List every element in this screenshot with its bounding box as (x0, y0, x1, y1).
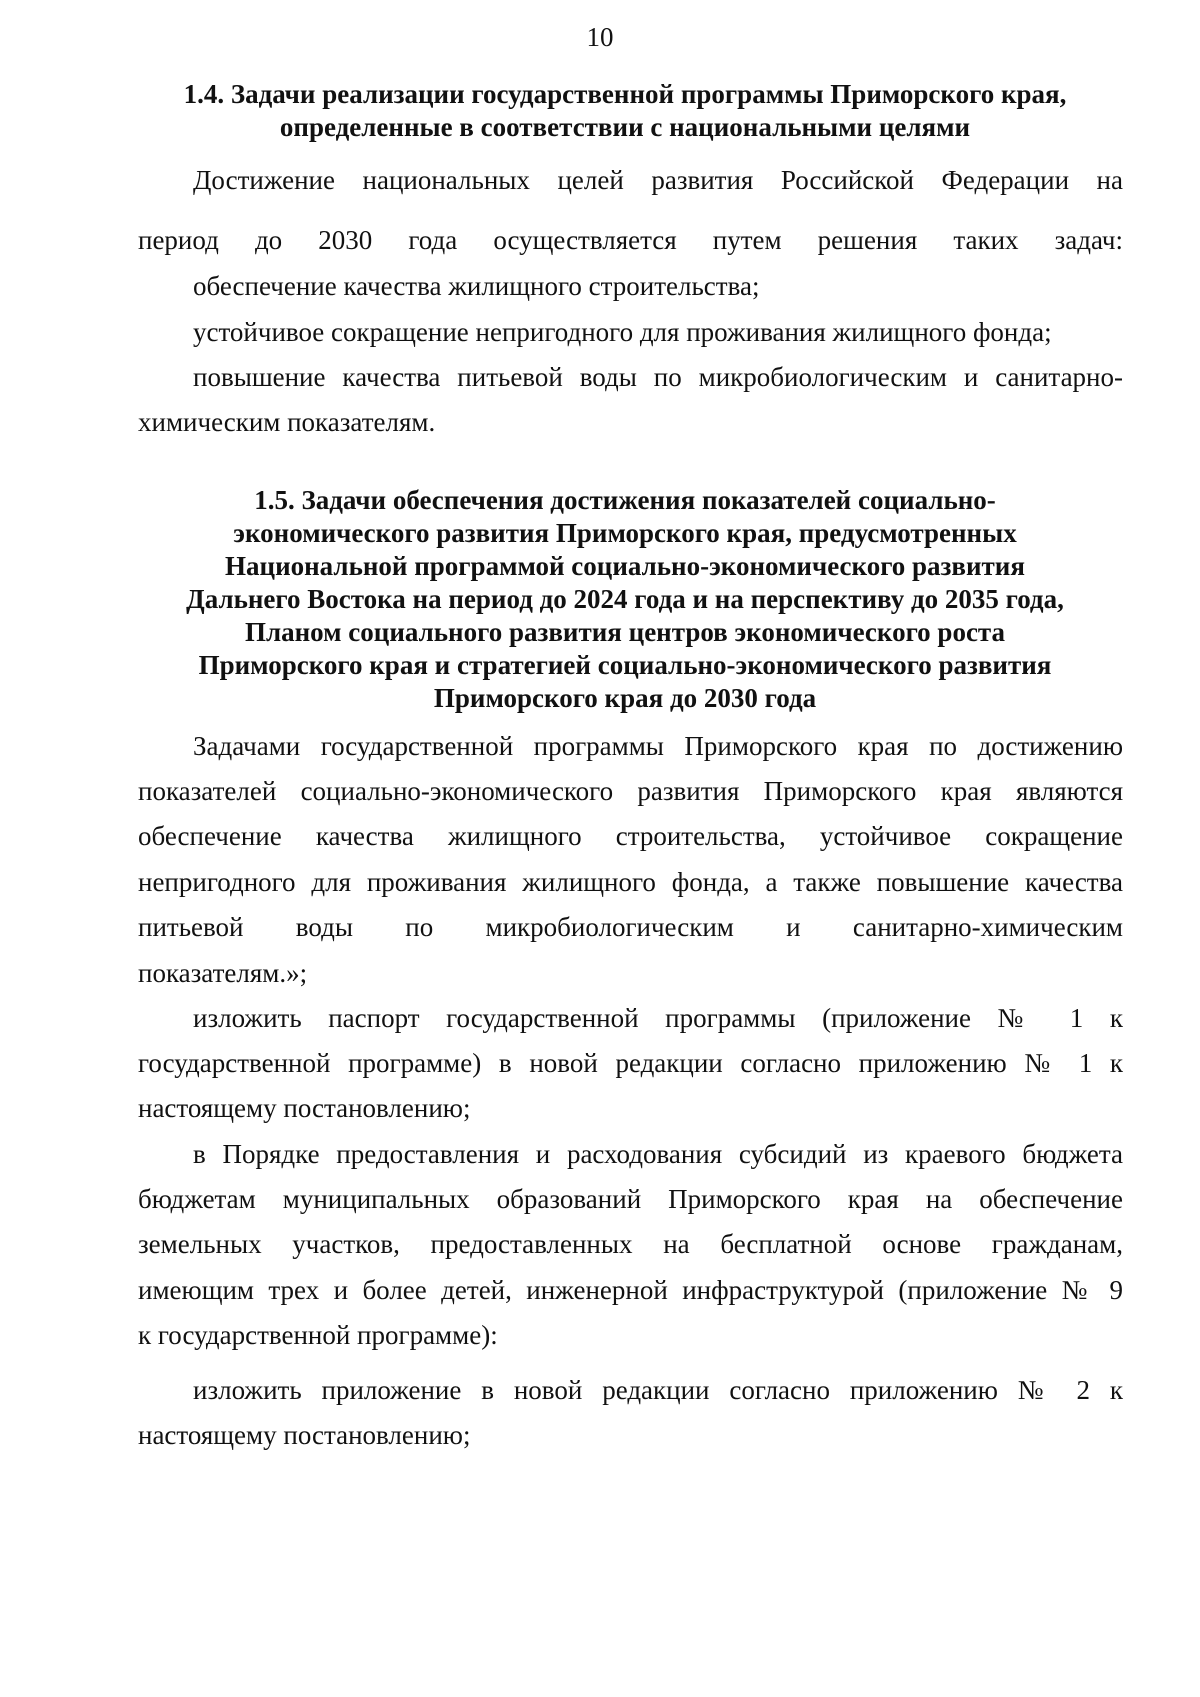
paragraph-line: непригодного для проживания жилищного фонда, а также повышение качества (138, 867, 1123, 897)
heading-line: 1.5. Задачи обеспечения достижения показателей социально- (254, 485, 996, 515)
task-item: устойчивое сокращение непригодного для проживания жилищного фонда; (193, 317, 1052, 347)
amendment-line: изложить приложение в новой редакции согласно приложению № 2 к (193, 1375, 1123, 1405)
section-1-5-heading (130, 484, 1120, 715)
heading-line: Планом социального развития центров экономического роста (244, 617, 1006, 647)
amendment-line: настоящему постановлению; (138, 1093, 471, 1123)
paragraph-line: питьевой воды по микробиологическим и санитарно-химическим (138, 912, 1123, 942)
amendment-line: бюджетам муниципальных образований Приморского края на обеспечение (138, 1184, 1123, 1214)
paragraph-line: показателей социально-экономического развития Приморского края являются (138, 776, 1123, 806)
amendment-line: настоящему постановлению; (138, 1420, 471, 1450)
heading-line: определенные в соответствии с национальными целями (279, 112, 971, 142)
heading-line: Национальной программой социально-экономического развития (225, 551, 1025, 581)
paragraph-line: период до 2030 года осуществляется путем решения таких задач: (138, 225, 1123, 255)
heading-line: экономического развития Приморского края, предусмотренных (233, 518, 1017, 548)
paragraph-line: Задачами государственной программы Приморского края по достижению (193, 731, 1123, 761)
heading-line: Приморского края до 2030 года (433, 683, 817, 713)
section-1-4-heading (130, 78, 1120, 144)
paragraph-line: Достижение национальных целей развития Российской Федерации на (193, 165, 1123, 195)
amendment-line: имеющим трех и более детей, инженерной инфраструктурой (приложение № 9 (138, 1275, 1123, 1305)
page-number: 10 (586, 22, 614, 52)
task-item: обеспечение качества жилищного строительства; (193, 271, 760, 301)
heading-line: Приморского края и стратегией социально-экономического развития (198, 650, 1052, 680)
amendment-line: в Порядке предоставления и расходования субсидий из краевого бюджета (193, 1139, 1123, 1169)
amendment-line: государственной программе) в новой редакции согласно приложению № 1 к (138, 1048, 1123, 1078)
amendment-line: земельных участков, предоставленных на бесплатной основе гражданам, (138, 1229, 1123, 1259)
amendment-line: к государственной программе): (138, 1320, 498, 1350)
task-item: повышение качества питьевой воды по микробиологическим и санитарно- (193, 362, 1123, 392)
paragraph-line: показателям.»; (138, 958, 308, 988)
task-item-continued: химическим показателям. (138, 407, 436, 437)
paragraph-line: обеспечение качества жилищного строительства, устойчивое сокращение (138, 821, 1123, 851)
amendment-line: изложить паспорт государственной программы (приложение № 1 к (193, 1003, 1123, 1033)
heading-line: 1.4. Задачи реализации государственной программы Приморского края, (183, 79, 1067, 109)
heading-line: Дальнего Востока на период до 2024 года и на перспективу до 2035 года, (186, 584, 1064, 614)
